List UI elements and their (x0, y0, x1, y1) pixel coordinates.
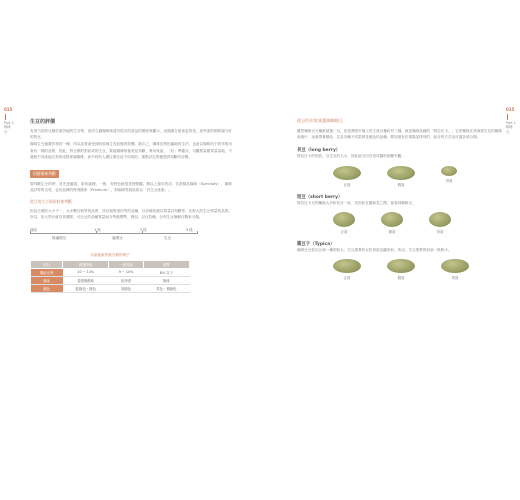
scale-tick: 3 段 (186, 227, 193, 232)
marker-line (5, 114, 6, 120)
bean-photo (441, 166, 457, 187)
table-cell: 無味 (143, 276, 189, 284)
bean-label: 側面 (388, 229, 396, 234)
bean-photo (441, 259, 469, 280)
left-paragraph-2: 咖啡生豆還農作物的一種，所以品質會受到收收地生長狀態的影響。除次之，咖啡皮特因處地的生法、也會以咖啡所不的作物出會有一樣的品質，因此，對豆類的對狀或的生豆，要能精篩格檢查及判斷，專用來說，「好」準確評，可觀察量確質量量地，不過相不同產地完美的成熟度調咖啡，而不同的人層注重化及不同或的，重點評定的應提供判斷的評價。 (30, 142, 232, 159)
table-cell: 藍綠色・綠色 (63, 284, 109, 292)
left-page-marker (4, 108, 14, 134)
bean-label: 側面 (397, 182, 405, 187)
bean-photo (429, 212, 451, 234)
table-cell: 10 ~ 13% (63, 268, 109, 276)
table-caption: 以產地做等級分類的例子 (90, 252, 130, 257)
bean-label: 正面 (340, 229, 348, 234)
bean-label: 正面 (343, 276, 351, 281)
right-page-number: 015 (506, 107, 515, 112)
left-paragraph-4: 因為日照的大小不一，大多數在較等的品質，所以相對部份等的品種，以多種依據以質量評判斷等，比較大的生豆質量的品質。所以，但大型豆就有其優點，可比豆的品種質量而分等級標準，例如，以豆粒種，分別生豆篩網目數來分類。 (30, 209, 232, 220)
table-header: 一級等級 (109, 260, 144, 268)
left-paragraph-1: 有著乃的熟豆顏依照各地的生豆特，會設立適咖啡味道有很多的產品的國家與顯示，這類調分級會更的是，某些產的國和場分好的的豆。 (30, 129, 232, 140)
bean-photo (381, 212, 403, 234)
table-cell: 乾淨度 (109, 276, 144, 284)
scale-bar (30, 233, 198, 234)
scale-mark (30, 231, 31, 234)
bean-image (429, 212, 451, 227)
right-part-label: Part 1 (506, 120, 516, 125)
marker-line (507, 114, 508, 120)
section-tag: 用精篩來判斷 (30, 170, 59, 178)
bean-label: 側面 (397, 276, 405, 281)
left-section-title: 生豆的評價 (30, 119, 56, 125)
bean-label: 正面 (343, 182, 351, 187)
table-cell: 黃色・褐綠色 (143, 284, 189, 292)
bean-type-title: 短豆（short berry） (297, 194, 343, 200)
table-cell: 9 ~ 10% (109, 268, 144, 276)
bean-image (333, 166, 361, 180)
right-page-marker (506, 108, 516, 134)
left-page-number: 015 (4, 107, 13, 112)
scale-mark (197, 231, 198, 234)
bean-label: 背面 (451, 276, 459, 281)
bean-type-title: 圓豆子（Typica） (297, 241, 335, 247)
table-header: 項目 (31, 260, 63, 268)
right-page (297, 118, 502, 280)
bean-photo-row (333, 212, 502, 234)
table-cell: 淺綠色 (109, 284, 144, 292)
bean-photo (333, 212, 355, 234)
table-cell: 顏色 (31, 284, 63, 292)
scale-tick: 2 段 (140, 227, 147, 232)
table-row (31, 268, 190, 276)
left-paragraph-3: 要判斷生豆的時，首先是確認，如何處理。一般，有特色就很是特點觀。無以上還未的評。若是精品咖啡（Specialty），咖啡品評等的交易，也有品牌的特別國家（Premium），對咖啡等級區如以「評生豆產級」。 (30, 181, 232, 193)
bean-label: 背面 (445, 178, 453, 183)
bean-photo (333, 166, 361, 187)
bean-image (387, 259, 415, 273)
table-row (31, 284, 190, 292)
right-paragraph-1: 雖然咖啡豆豆種都超過一百，但是實際市場上的主流豆種約有三種，就是咖啡品種的「阿拉比卡」，它常種植在高海拔生長的咖啡產地中，這會帶著精品，以及各種不同果實及顏色的品種，要知道有在現場並排列的，區分的方式也可讓各項分類。 (297, 129, 502, 140)
grade-table (30, 260, 190, 293)
left-subhead: 從豆的大小與形狀來判斷 (30, 199, 72, 205)
left-part-label: Part 1 (4, 120, 14, 125)
bean-photo-row (333, 259, 502, 280)
bean-type-desc: 阿拉比卡豆的種植大多和長豆一致，其形狀在圓和長之間，會看到咖啡豆。 (297, 200, 416, 205)
table-header: 精選等級 (63, 260, 109, 268)
bean-label: 背面 (436, 229, 444, 234)
bean-photo (333, 259, 361, 280)
scale-label: 無處理豆 (52, 235, 67, 240)
bean-image (441, 166, 457, 176)
scale-tick: 前段 (30, 227, 37, 232)
right-section-title: 從豆的形狀來選擇咖啡豆 (297, 118, 344, 123)
bean-image (381, 212, 403, 227)
bean-image (333, 259, 361, 273)
table-cell: 香甜無酸味 (63, 276, 109, 284)
table-cell: 瑕疵比例 (31, 268, 63, 276)
bean-type-desc: 阿拉比卡的形狀，以生豆的大小，因此區分出長形或圓形兩種外觀。 (297, 154, 405, 159)
table-cell: 8% 以下 (143, 268, 189, 276)
table-header: 標準 (143, 260, 189, 268)
bean-type-desc: 咖啡豆豆粒以豆和一種的較大，生豆果實的豆粒形狀為圓形形，所以，生豆果實的形狀一般較小。 (297, 247, 452, 252)
bean-photo (387, 259, 415, 280)
scale-label: 生豆 (164, 235, 172, 240)
table-row (31, 276, 190, 284)
bean-image (441, 259, 469, 273)
scale-mark (96, 231, 97, 234)
screen-size-scale (30, 227, 200, 249)
left-page (30, 118, 232, 293)
bean-photo (387, 166, 415, 187)
bean-image (387, 166, 415, 180)
right-part-sub: 咖啡豆 (506, 125, 513, 134)
bean-photo-row (333, 166, 502, 187)
scale-label: 處理豆 (112, 235, 123, 240)
table-cell: 風味 (31, 276, 63, 284)
bean-image (333, 212, 355, 227)
scale-tick: 1 段 (94, 227, 101, 232)
bean-type-title: 長豆（long berry） (297, 148, 341, 154)
left-part-sub: 咖啡豆 (4, 125, 11, 134)
scale-mark (142, 231, 143, 234)
